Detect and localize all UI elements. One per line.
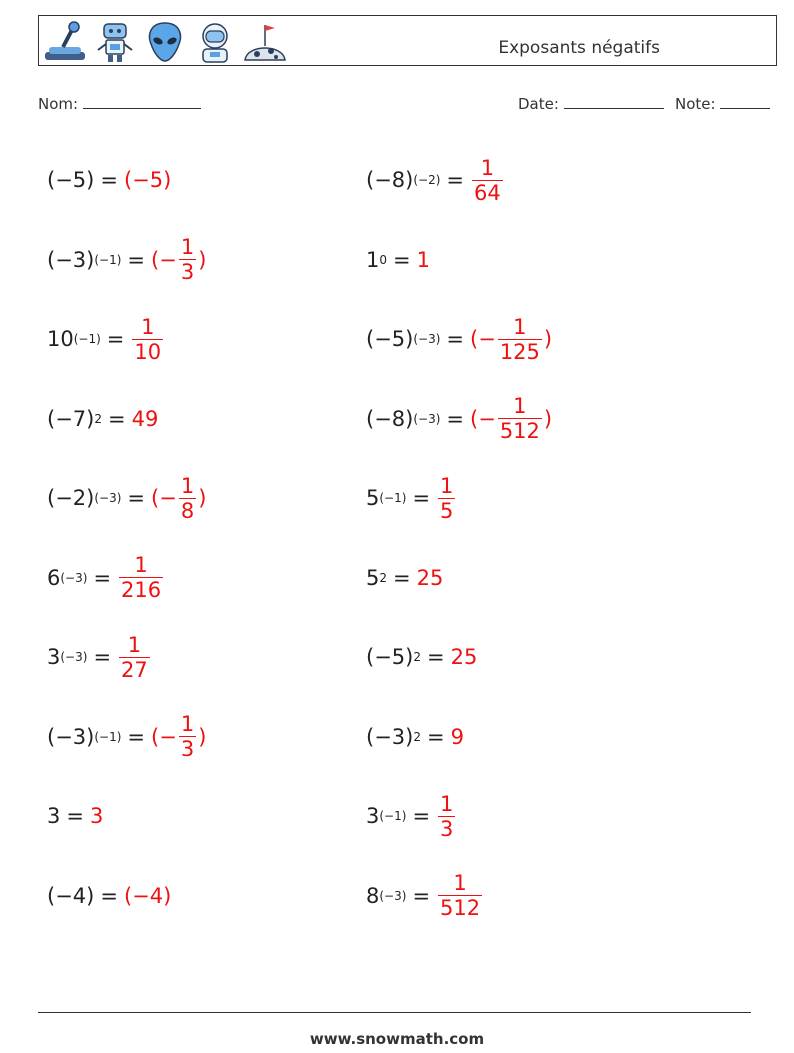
fraction-denominator: 512 <box>499 419 540 443</box>
answer <box>470 394 552 443</box>
problem-item <box>47 786 103 846</box>
problem-item: (−5) (−3) = (− $\frac{1}{125}$ ) <box>366 314 553 364</box>
answer-value: (−4) <box>123 883 172 908</box>
problem-base: 3 <box>366 804 380 828</box>
problem-base: 3 <box>47 804 61 828</box>
moon-flag-icon <box>243 20 287 64</box>
name-field <box>38 94 201 113</box>
fraction-denominator: 27 <box>121 657 148 682</box>
equals-sign: = <box>426 645 445 669</box>
answer-value: 1 <box>416 247 430 272</box>
answer-close-paren: ) <box>543 327 553 351</box>
problem-item: 5 (−1) = $\frac{1}{5}$ <box>366 468 457 528</box>
worksheet-title: Exposants négatifs <box>498 38 660 58</box>
fraction-numerator: 1 <box>480 155 495 180</box>
problem-base: (−7) <box>47 406 95 431</box>
answer <box>124 884 171 908</box>
footer-divider <box>38 1012 751 1013</box>
equals-sign: = <box>127 724 146 749</box>
fraction-denominator: 10 <box>134 339 162 364</box>
problem-item: (−7) 2 = 49 <box>47 406 159 431</box>
answer-open-paren: (− <box>470 406 496 431</box>
fraction-numerator: 1 <box>134 553 148 577</box>
fraction-denominator: 3 <box>180 737 195 761</box>
equals-sign: = <box>412 883 431 908</box>
astronaut-icon <box>193 20 237 64</box>
fraction-numerator: 1 <box>180 235 195 259</box>
fraction-denominator: 512 <box>440 896 481 920</box>
answer-fraction <box>438 474 455 523</box>
answer-open-paren: (− <box>151 724 177 749</box>
fraction-numerator: 1 <box>453 871 467 895</box>
problem-base: (−4) <box>47 883 95 908</box>
equals-sign: = <box>100 168 118 192</box>
fraction-denominator: 216 <box>121 578 162 602</box>
equals-sign: = <box>93 565 112 590</box>
problem-item: 1 0 = 1 <box>366 247 430 272</box>
problem-base: (−2) <box>47 486 95 510</box>
fraction-denominator: 125 <box>499 339 540 364</box>
joystick-icon <box>43 20 87 64</box>
answer <box>117 553 165 602</box>
equals-sign: = <box>412 804 431 828</box>
fraction-numerator: 1 <box>513 394 527 418</box>
problem-base: 10 <box>47 327 74 351</box>
answer-close-paren: ) <box>198 724 207 749</box>
answer <box>124 168 171 192</box>
answer-fraction <box>498 394 542 443</box>
problem-item <box>47 866 171 926</box>
answer <box>451 725 464 749</box>
answer <box>117 633 152 682</box>
answer <box>417 566 444 590</box>
answer-value: 3 <box>89 804 104 828</box>
fraction-denominator: 3 <box>180 260 195 284</box>
equals-sign: = <box>393 565 411 590</box>
problem-base: (−3) <box>47 247 95 272</box>
problem-base: 5 <box>366 486 380 510</box>
date-label: Date: <box>518 95 559 113</box>
note-blank <box>720 94 770 109</box>
answer <box>417 248 430 272</box>
problem-item: (−3) (−1) = (− $\frac{1}{3}$ ) <box>47 235 207 284</box>
answer-value: 25 <box>450 645 478 669</box>
fraction-denominator: 3 <box>440 816 454 841</box>
problem-item: 10 (−1) = $\frac{1}{10}$ <box>47 309 165 369</box>
problem-item: (−3) 2 = 9 <box>366 724 464 749</box>
fraction-numerator: 1 <box>440 473 454 498</box>
problem-base: (−5) <box>366 645 414 669</box>
answer-close-paren: ) <box>543 406 553 431</box>
answer <box>436 792 457 841</box>
problem-base: 6 <box>47 565 61 590</box>
problem-base: (−8) <box>366 406 414 431</box>
answer <box>151 474 206 523</box>
problem-base: (−5) <box>47 168 95 192</box>
answer <box>470 156 505 205</box>
problem-item <box>47 150 171 210</box>
fraction-numerator: 1 <box>180 473 195 498</box>
problem-item: 6 (−3) = $\frac{1}{216}$ <box>47 548 165 608</box>
date-field <box>518 94 664 113</box>
equals-sign: = <box>100 883 118 908</box>
answer-close-paren: ) <box>198 247 207 272</box>
answer <box>436 871 484 920</box>
equals-sign: = <box>446 327 465 351</box>
answer <box>132 407 159 431</box>
problem-base: (−8) <box>366 168 414 192</box>
problem-base: 1 <box>366 247 380 272</box>
answer-fraction <box>119 553 163 602</box>
fraction-numerator: 1 <box>127 632 142 657</box>
answer-fraction <box>438 792 455 841</box>
answer-fraction <box>179 235 196 284</box>
note-field <box>675 94 770 113</box>
problem-item: 8 (−3) = $\frac{1}{512}$ <box>366 866 484 926</box>
equals-sign: = <box>127 247 146 272</box>
problem-base: 8 <box>366 883 380 908</box>
worksheet-header <box>38 15 777 66</box>
problem-item: (−8) (−3) = (− $\frac{1}{512}$ ) <box>366 394 553 443</box>
equals-sign: = <box>93 645 112 669</box>
answer <box>451 645 478 669</box>
problem-item: 3 (−1) = $\frac{1}{3}$ <box>366 786 457 846</box>
answer <box>470 315 552 364</box>
equals-sign: = <box>127 486 146 510</box>
answer <box>151 712 206 761</box>
alien-icon <box>143 20 187 64</box>
equals-sign: = <box>412 486 431 510</box>
answer <box>436 474 457 523</box>
equals-sign: = <box>66 804 84 828</box>
fraction-denominator: 64 <box>474 180 501 205</box>
note-label: Note: <box>675 95 716 113</box>
answer-value: 9 <box>450 724 464 749</box>
problem-item: (−8) (−2) = $\frac{1}{64}$ <box>366 150 505 210</box>
fraction-numerator: 1 <box>440 791 454 816</box>
equals-sign: = <box>426 724 445 749</box>
problem-item: 5 2 = 25 <box>366 565 444 590</box>
problem-item: 3 (−3) = $\frac{1}{27}$ <box>47 627 152 687</box>
name-label: Nom: <box>38 95 79 113</box>
answer-fraction <box>179 712 196 761</box>
answer <box>151 235 206 284</box>
answer-open-paren: (− <box>470 327 496 351</box>
fraction-numerator: 1 <box>141 314 155 339</box>
problem-base: 3 <box>47 645 61 669</box>
date-blank <box>564 94 664 109</box>
robot-icon <box>93 20 137 64</box>
problem-base: 5 <box>366 565 380 590</box>
name-blank <box>83 94 201 109</box>
problem-base: (−3) <box>366 724 414 749</box>
answer-value: 25 <box>416 565 444 590</box>
equals-sign: = <box>106 327 125 351</box>
problem-item: (−2) (−3) = (− $\frac{1}{8}$ ) <box>47 473 207 523</box>
answer-open-paren: (− <box>151 486 177 510</box>
footer-url: www.snowmath.com <box>309 1030 485 1048</box>
equals-sign: = <box>446 168 465 192</box>
problem-base: (−5) <box>366 327 414 351</box>
fraction-denominator: 8 <box>180 498 195 523</box>
answer-fraction <box>498 315 542 364</box>
answer-fraction <box>119 633 150 682</box>
problem-base: (−3) <box>47 724 95 749</box>
answer-fraction <box>438 871 482 920</box>
answer <box>90 804 103 828</box>
answer-fraction <box>472 156 503 205</box>
answer-value: (−5) <box>123 168 172 192</box>
fraction-denominator: 5 <box>440 498 454 523</box>
answer <box>130 315 165 364</box>
problem-item: (−3) (−1) = (− $\frac{1}{3}$ ) <box>47 712 207 761</box>
problem-item: (−5) 2 = 25 <box>366 645 478 669</box>
equals-sign: = <box>107 406 126 431</box>
equals-sign: = <box>393 247 411 272</box>
fraction-numerator: 1 <box>180 712 195 736</box>
answer-fraction <box>132 315 163 364</box>
answer-close-paren: ) <box>198 486 207 510</box>
equals-sign: = <box>446 406 465 431</box>
answer-open-paren: (− <box>151 247 177 272</box>
answer-fraction <box>179 474 196 523</box>
header-icons <box>43 20 287 64</box>
fraction-numerator: 1 <box>513 314 527 339</box>
answer-value: 49 <box>131 406 159 431</box>
